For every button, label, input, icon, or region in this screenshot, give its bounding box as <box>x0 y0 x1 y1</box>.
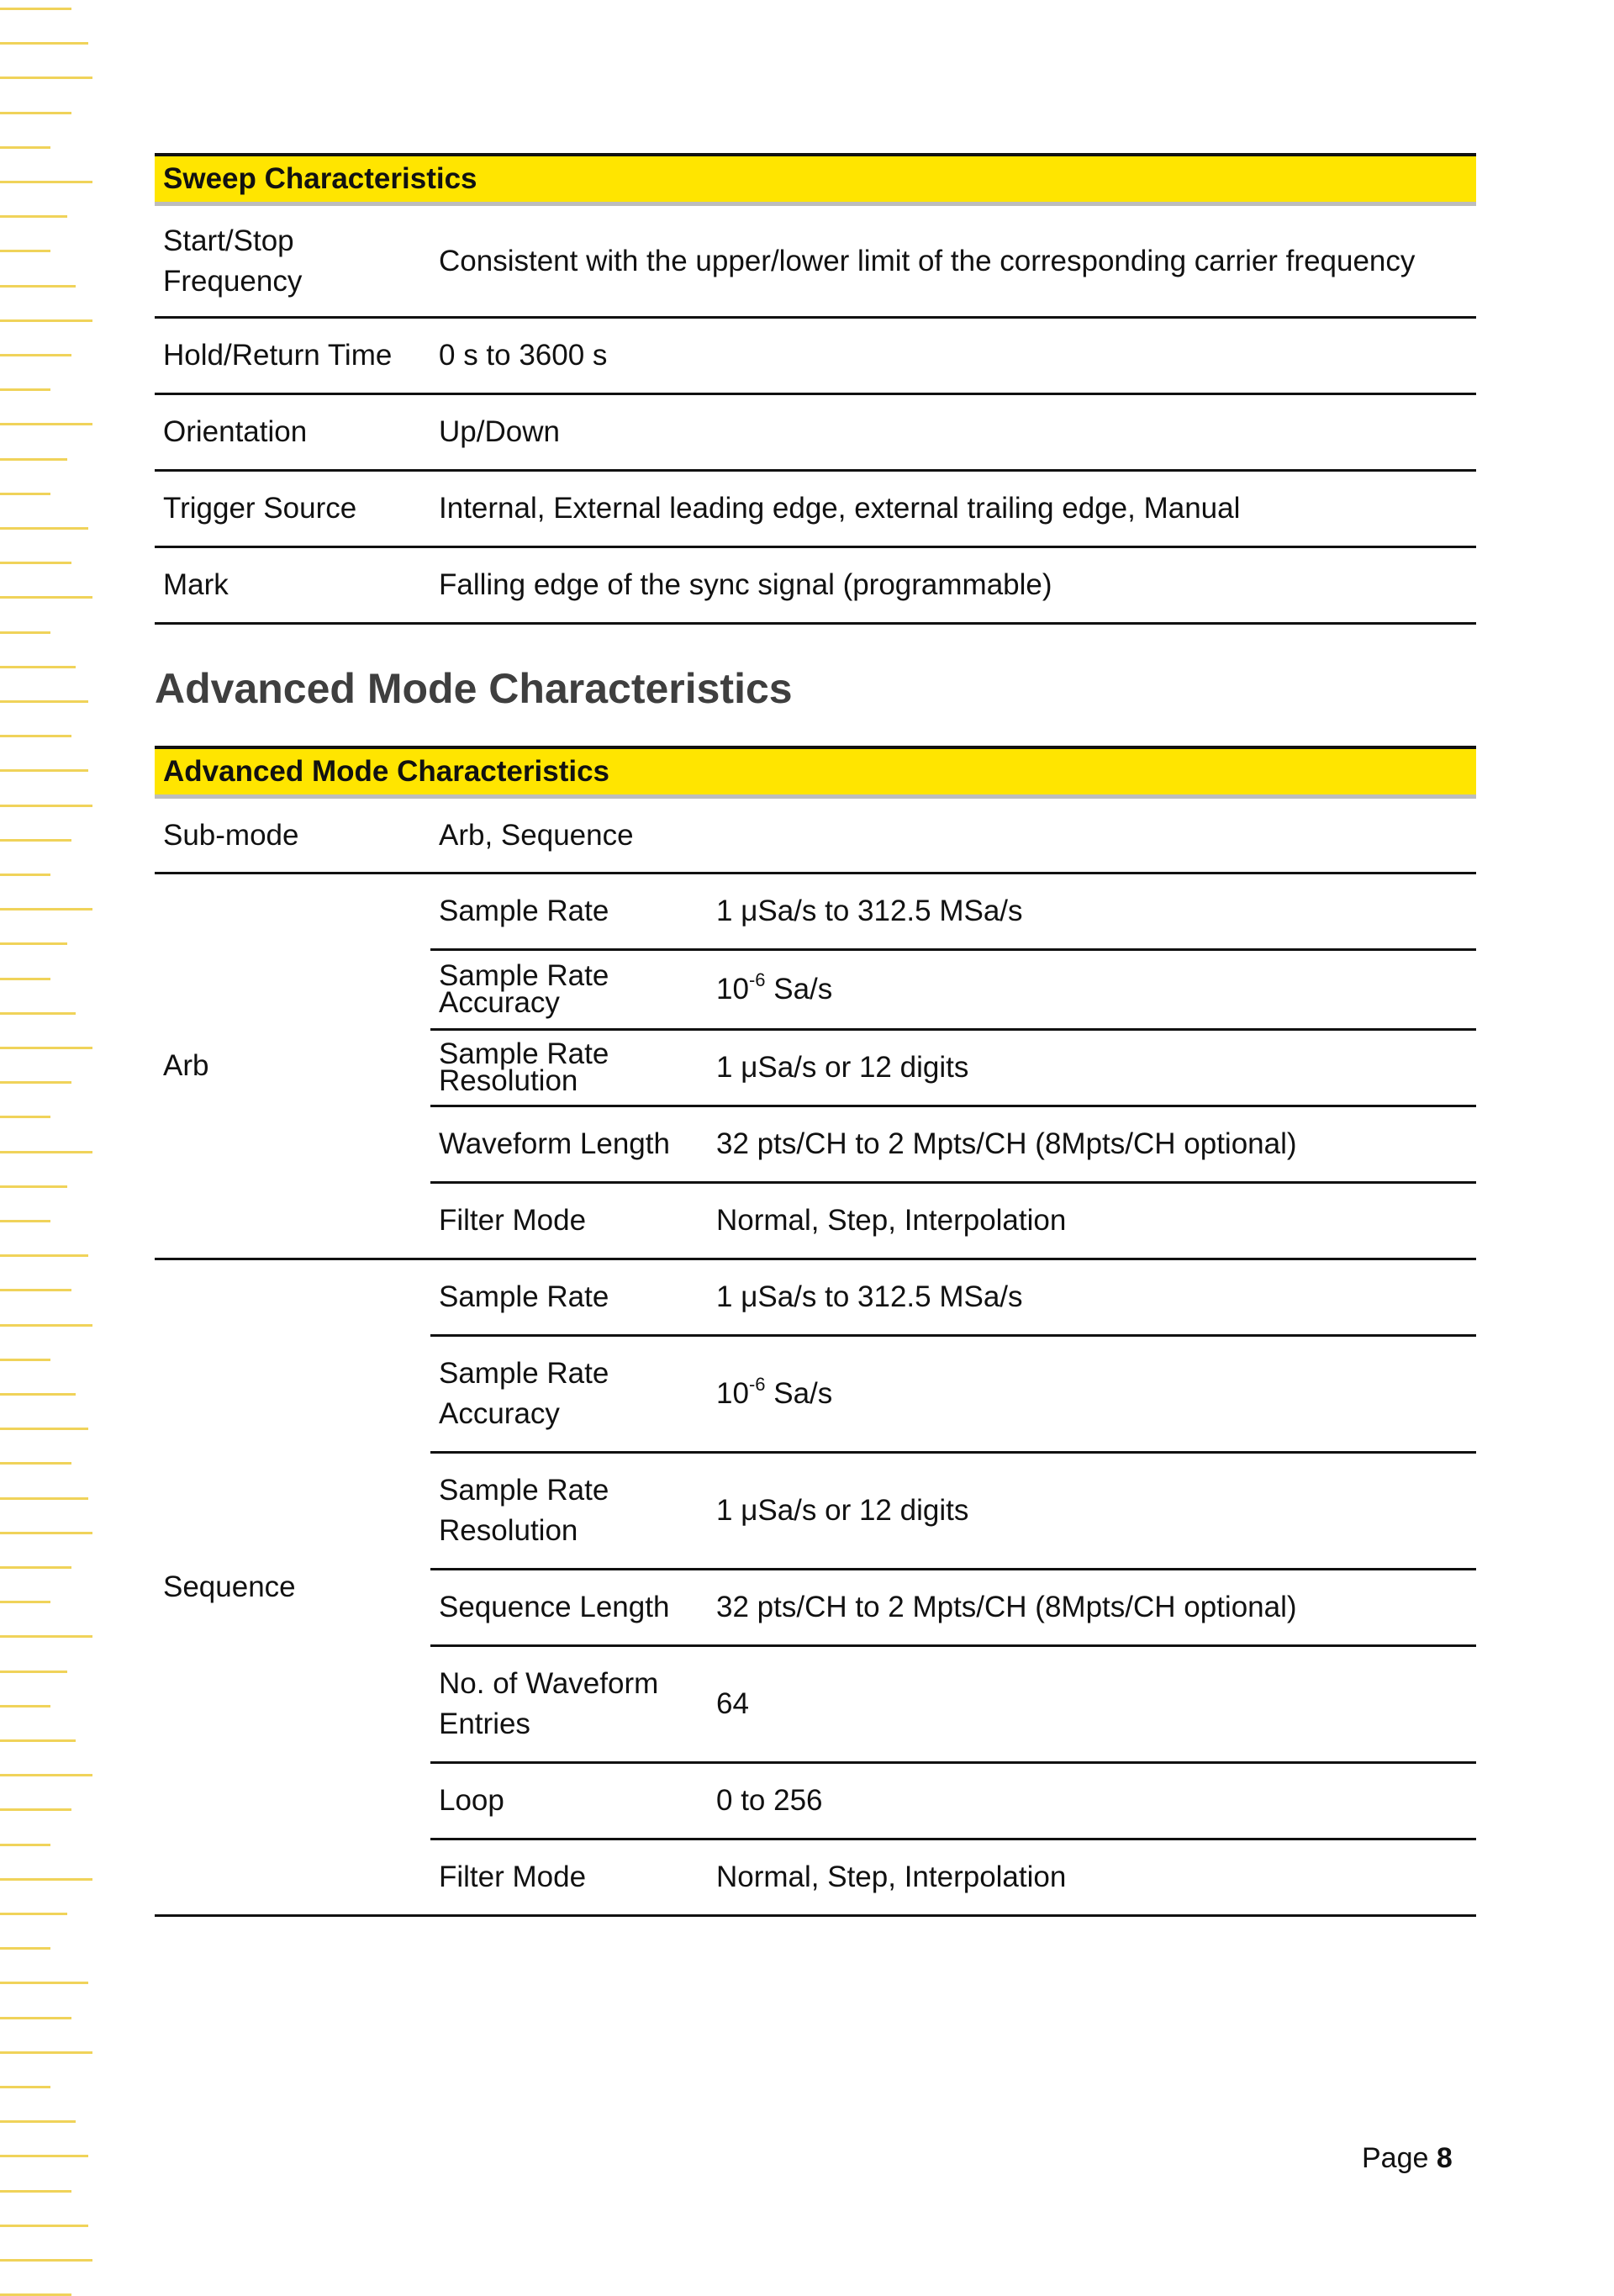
decorative-dash <box>0 1289 71 1291</box>
decorative-dash <box>0 1497 88 1500</box>
row-value: Consistent with the upper/lower limit of the corresponding carrier frequency <box>430 204 1476 318</box>
decorative-dash <box>0 250 50 252</box>
sweep-characteristics-table <box>155 153 1476 625</box>
table-row <box>155 797 1476 874</box>
row-label: Loop <box>430 1763 708 1839</box>
decorative-dash <box>0 1808 71 1811</box>
table-row <box>155 394 1476 471</box>
row-value: 32 pts/CH to 2 Mpts/CH (8Mpts/CH optional) <box>708 1106 1476 1183</box>
decorative-dash <box>0 769 88 772</box>
row-value: $10^{-6}$ Sa/s <box>708 950 1476 1030</box>
row-value: 0 to 256 <box>708 1763 1476 1839</box>
table-row <box>155 547 1476 624</box>
row-label: Filter Mode <box>430 1839 708 1916</box>
decorative-dash <box>0 77 92 79</box>
decorative-dash <box>0 1982 88 1984</box>
decorative-dash <box>0 493 50 495</box>
row-label: No. of Waveform Entries <box>430 1646 708 1763</box>
row-label: Mark <box>155 547 430 624</box>
decorative-dash <box>0 285 76 288</box>
decorative-dash <box>0 1462 71 1465</box>
sweep-table-header-label: Sweep Characteristics <box>155 155 1476 204</box>
decorative-dash <box>0 1081 71 1084</box>
row-label: Sample Rate <box>430 874 708 950</box>
row-value: 64 <box>708 1646 1476 1763</box>
advanced-mode-table <box>155 746 1476 1917</box>
table-row <box>155 318 1476 394</box>
decorative-dash <box>0 978 50 980</box>
decorative-dash <box>0 908 92 910</box>
decorative-dash <box>0 1705 50 1707</box>
decorative-dash <box>0 1254 88 1257</box>
decorative-dash <box>0 354 71 356</box>
decorative-dash <box>0 1324 92 1327</box>
decorative-dash <box>0 423 92 425</box>
table-row <box>155 204 1476 318</box>
row-value: 0 s to 3600 s <box>430 318 1476 394</box>
decorative-dash <box>0 1359 50 1361</box>
decorative-dash <box>0 1532 92 1534</box>
table-row <box>155 1259 1476 1336</box>
advanced-table-header-label: Advanced Mode Characteristics <box>155 747 1476 797</box>
decorative-dash <box>0 112 71 114</box>
decorative-dash <box>0 1012 76 1015</box>
row-label: Sample Rate Resolution <box>430 1030 708 1106</box>
row-value: 1 μSa/s to 312.5 MSa/s <box>708 1259 1476 1336</box>
decorative-dash <box>0 8 71 10</box>
table-header <box>155 747 1476 797</box>
decorative-dash <box>0 805 92 807</box>
decorative-dash <box>0 181 92 183</box>
decorative-dash <box>0 2120 76 2123</box>
decorative-dash <box>0 215 67 218</box>
page-number: Page 8 <box>1362 2142 1453 2174</box>
row-label: Sample Rate Resolution <box>430 1453 708 1570</box>
row-label: Filter Mode <box>430 1183 708 1259</box>
row-value: Falling edge of the sync signal (programmable) <box>430 547 1476 624</box>
row-label: Sub-mode <box>155 797 430 874</box>
decorative-dash <box>0 319 92 322</box>
decorative-dash <box>0 2259 92 2262</box>
row-value: 1 μSa/s or 12 digits <box>708 1030 1476 1106</box>
row-value: Up/Down <box>430 394 1476 471</box>
decorative-dash <box>0 1393 76 1396</box>
table-row <box>155 471 1476 547</box>
row-value: Normal, Step, Interpolation <box>708 1183 1476 1259</box>
table-header <box>155 155 1476 204</box>
decorative-dash <box>0 42 88 45</box>
decorative-dash <box>0 1428 88 1430</box>
decorative-dash <box>0 1844 50 1846</box>
decorative-dash <box>0 735 71 737</box>
decorative-dash <box>0 1220 50 1222</box>
table-row <box>155 874 1476 950</box>
decorative-dash <box>0 388 50 391</box>
decorative-dash <box>0 1671 67 1673</box>
decorative-dash <box>0 1047 92 1049</box>
decorative-dash <box>0 458 67 461</box>
decorative-dash <box>0 942 67 945</box>
decorative-dash <box>0 2051 92 2054</box>
decorative-dash <box>0 1601 50 1603</box>
advanced-mode-section <box>155 746 1476 1917</box>
group-label-sequence: Sequence <box>155 1259 430 1916</box>
decorative-dash <box>0 2225 88 2227</box>
decorative-dash <box>0 2086 50 2088</box>
decorative-dash <box>0 2190 71 2193</box>
row-value: Normal, Step, Interpolation <box>708 1839 1476 1916</box>
left-margin-decoration <box>0 0 101 2283</box>
decorative-dash <box>0 1185 67 1188</box>
row-label: Sample Rate Accuracy <box>430 1336 708 1453</box>
decorative-dash <box>0 1739 76 1742</box>
decorative-dash <box>0 874 50 876</box>
row-label: Orientation <box>155 394 430 471</box>
decorative-dash <box>0 562 71 564</box>
row-label: Sample Rate <box>430 1259 708 1336</box>
decorative-dash <box>0 596 92 599</box>
decorative-dash <box>0 1913 67 1915</box>
row-value: Internal, External leading edge, external trailing edge, Manual <box>430 471 1476 547</box>
decorative-dash <box>0 527 88 530</box>
decorative-dash <box>0 839 71 842</box>
decorative-dash <box>0 1566 71 1569</box>
row-value: 32 pts/CH to 2 Mpts/CH (8Mpts/CH optional) <box>708 1570 1476 1646</box>
decorative-dash <box>0 666 76 668</box>
row-value: Arb, Sequence <box>430 797 1476 874</box>
row-label: Trigger Source <box>155 471 430 547</box>
decorative-dash <box>0 2155 88 2157</box>
decorative-dash <box>0 146 50 149</box>
group-label-arb: Arb <box>155 874 430 1259</box>
decorative-dash <box>0 631 50 634</box>
row-label: Sample Rate Accuracy <box>430 950 708 1030</box>
row-label: Hold/Return Time <box>155 318 430 394</box>
sweep-characteristics-section <box>155 153 1476 625</box>
decorative-dash <box>0 1116 50 1118</box>
decorative-dash <box>0 1635 92 1638</box>
row-label: Waveform Length <box>430 1106 708 1183</box>
row-value: 1 μSa/s or 12 digits <box>708 1453 1476 1570</box>
decorative-dash <box>0 1774 92 1776</box>
decorative-dash <box>0 2017 71 2019</box>
row-label: Start/Stop Frequency <box>155 204 430 318</box>
decorative-dash <box>0 700 88 703</box>
row-value: $10^{-6}$ Sa/s <box>708 1336 1476 1453</box>
row-value: 1 μSa/s to 312.5 MSa/s <box>708 874 1476 950</box>
decorative-dash <box>0 1947 50 1950</box>
decorative-dash <box>0 1878 92 1881</box>
decorative-dash <box>0 1151 92 1153</box>
section-heading: Advanced Mode Characteristics <box>155 665 793 712</box>
row-label: Sequence Length <box>430 1570 708 1646</box>
